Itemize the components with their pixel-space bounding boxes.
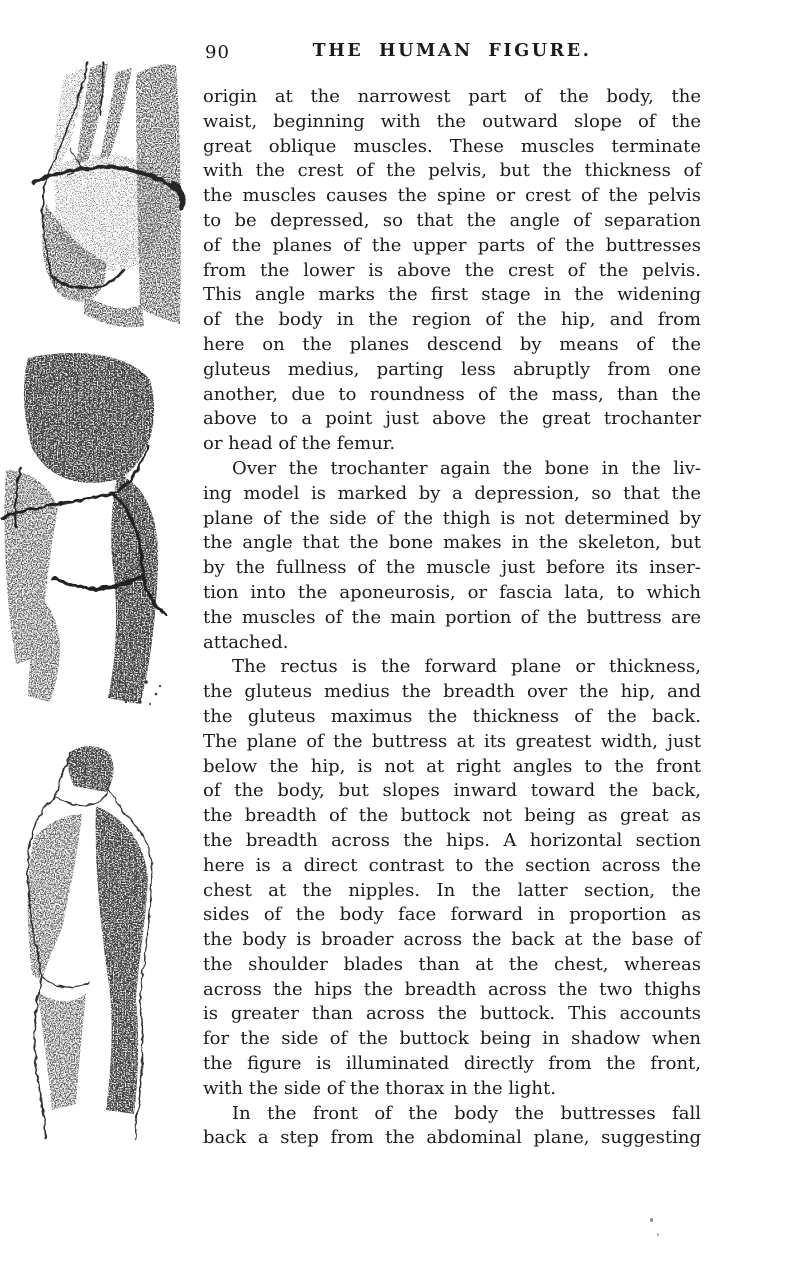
text-line: the shoulder blades than at the chest, whereas — [203, 953, 701, 975]
text-line: the breadth of the buttock not being as great as — [203, 805, 701, 827]
text-line: origin at the narrowest part of the body, the — [203, 86, 701, 107]
text-line: The rectus is the forward plane or thickness, — [232, 656, 701, 678]
text-line: above to a point just above the great trochanter — [203, 408, 701, 430]
text-line: across the hips the breadth across the two thighs — [203, 978, 701, 1000]
text-line: for the side of the buttock being in shadow when — [203, 1028, 701, 1050]
text-line: the gluteus maximus the thickness of the back. — [203, 705, 701, 727]
scan-speck — [650, 1218, 653, 1222]
text-line: the gluteus medius the breadth over the hip, and — [203, 681, 701, 703]
page-header — [203, 41, 701, 65]
text-line: In the front of the body the buttresses fall — [232, 1102, 701, 1124]
sketch-texture-dark — [68, 746, 148, 1114]
text-line: below the hip, is not at right angles to the front — [203, 755, 701, 777]
page-number: 90 — [205, 42, 230, 63]
text-line: plane of the side of the thigh is not determined by — [203, 507, 701, 529]
text-line: by the fullness of the muscle just before its inser- — [203, 557, 701, 579]
text-line: The plane of the buttress at its greatest width, just — [203, 730, 701, 752]
text-line: attached. — [203, 631, 289, 653]
scan-speck — [657, 1233, 659, 1236]
text-line: another, due to roundness of the mass, than the — [203, 383, 701, 405]
text-line: with the crest of the pelvis, but the thickness of — [203, 160, 701, 182]
text-line: from the lower is above the crest of the pelvis. — [203, 259, 701, 281]
paragraph — [203, 457, 701, 655]
text-line: of the body, but slopes inward toward the back, — [203, 780, 701, 802]
text-line: tion into the aponeurosis, or fascia lata, to which — [203, 581, 701, 603]
figure-back-view — [8, 742, 166, 1142]
text-line: the muscles causes the spine or crest of the pelvis — [203, 185, 701, 207]
text-line: ing model is marked by a depression, so that the — [203, 482, 701, 504]
text-line: to be depressed, so that the angle of separation — [203, 209, 701, 231]
text-line: the figure is illuminated directly from the front, — [203, 1053, 701, 1075]
paragraph — [203, 1102, 701, 1152]
text-line: back a step from the abdominal plane, suggesting — [203, 1127, 701, 1149]
text-line: This angle marks the first stage in the widening — [203, 284, 701, 306]
figure-buttock-study — [0, 352, 176, 710]
text-line: here on the planes descend by means of the — [203, 333, 701, 355]
text-line: the breadth across the hips. A horizontal section — [203, 829, 701, 851]
figure-hip-plane-study — [24, 56, 190, 338]
text-line: or head of the femur. — [203, 433, 396, 455]
text-line: is greater than across the buttock. This accounts — [203, 1003, 701, 1025]
text-line: chest at the nipples. In the latter section, the — [203, 879, 701, 901]
paragraph — [203, 655, 701, 1101]
text-line: with the side of the thorax in the light. — [203, 1077, 556, 1099]
text-line: gluteus medius, parting less abruptly from one — [203, 358, 701, 380]
text-line: the angle that the bone makes in the skeleton, but — [203, 532, 701, 554]
running-title: THE HUMAN FIGURE. — [312, 41, 592, 61]
paragraph — [203, 85, 701, 457]
text-line: here is a direct contrast to the section across the — [203, 854, 701, 876]
text-line: of the planes of the upper parts of the buttresses — [203, 234, 701, 256]
text-line: sides of the body face forward in proportion as — [203, 904, 701, 926]
text-line: great oblique muscles. These muscles terminate — [203, 135, 701, 157]
text-line: the muscles of the main portion of the buttress are — [203, 606, 701, 628]
text-line: the body is broader across the back at the base of — [203, 929, 701, 951]
text-column — [203, 85, 701, 1151]
text-line: waist, beginning with the outward slope of the — [203, 110, 701, 132]
text-line: Over the trochanter again the bone in the liv- — [232, 457, 701, 479]
text-line: of the body in the region of the hip, and from — [203, 309, 701, 331]
